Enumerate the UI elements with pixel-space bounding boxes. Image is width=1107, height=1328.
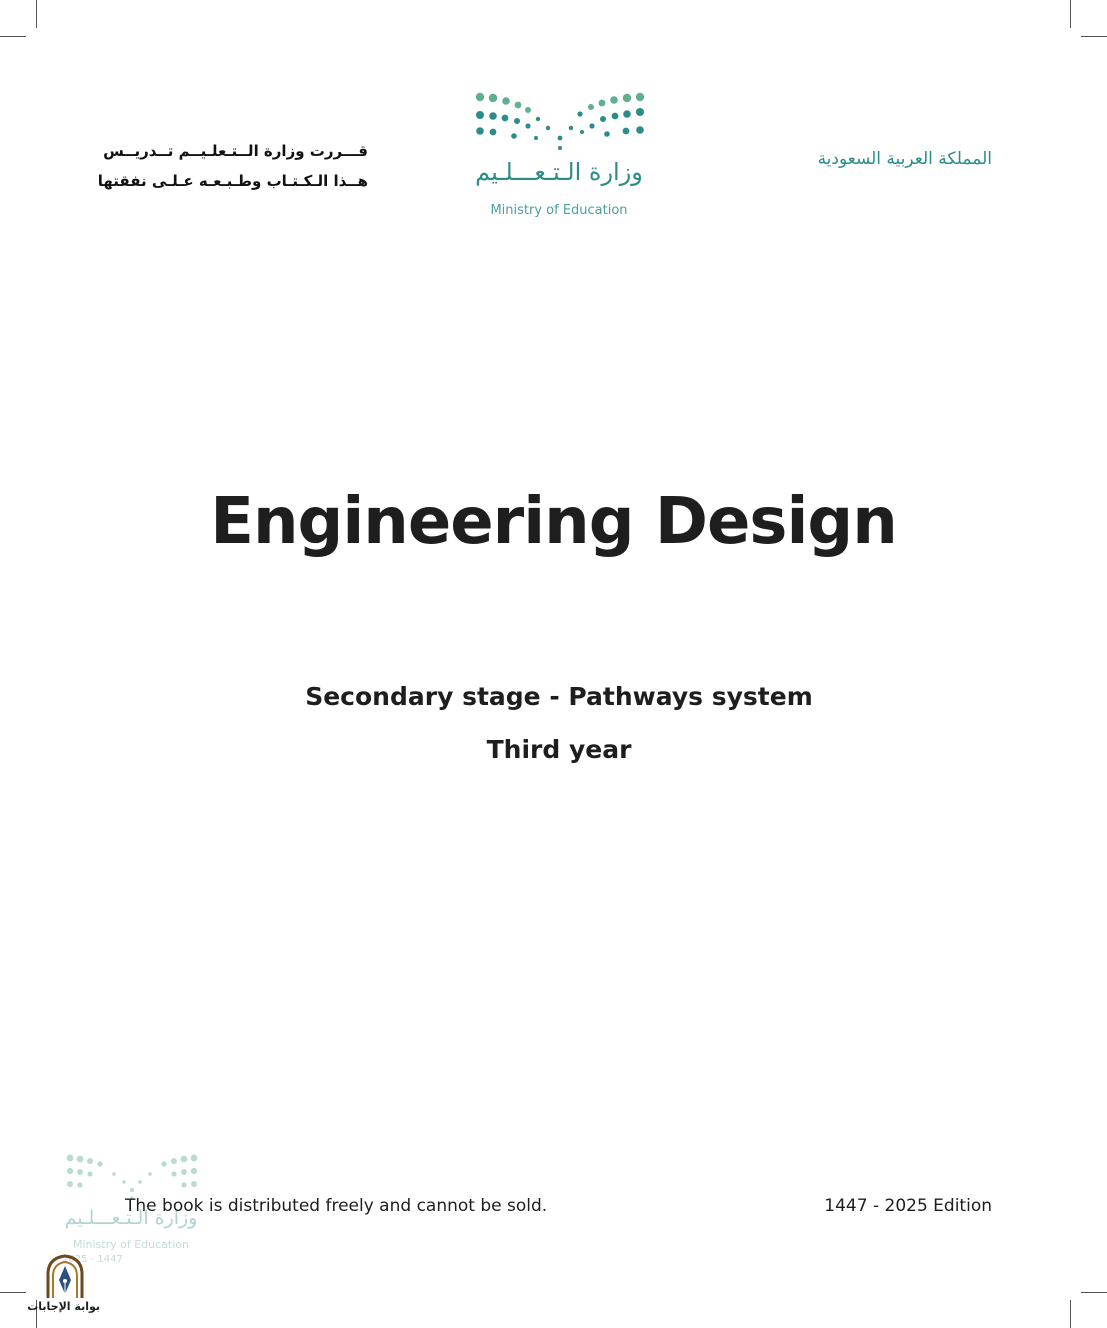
crop-mark-top-right-h	[1081, 36, 1107, 37]
approval-line-1: قـــررت وزارة الــتـعلـيــم تــدريــس	[103, 142, 368, 160]
pen-nib-arch-icon	[30, 1254, 100, 1300]
crop-mark-bottom-left-h	[0, 1292, 26, 1293]
year-subtitle: Third year	[486, 735, 632, 764]
ministry-name-arabic: وزارة الـتـعـــلـيم	[475, 158, 643, 186]
ministry-dots-logo-icon	[470, 90, 650, 152]
edition-label: 1447 - 2025 Edition	[824, 1196, 992, 1216]
crop-mark-bottom-right	[1070, 1300, 1071, 1328]
book-title: Engineering Design	[210, 485, 897, 559]
crop-mark-bottom-right-h	[1081, 1292, 1107, 1293]
stage-subtitle: Secondary stage - Pathways system	[305, 682, 813, 711]
crop-mark-top-left	[36, 0, 37, 28]
ministry-name-english: Ministry of Education	[490, 203, 628, 218]
ministry-logo	[470, 90, 650, 225]
approval-statement	[97, 136, 368, 196]
portal-logo	[27, 1254, 100, 1320]
portal-name: بوابة الإجابات	[27, 1300, 100, 1313]
kingdom-name: المملكة العربية السعودية	[817, 149, 992, 169]
watermark-year: 2025 - 1447	[62, 1254, 123, 1265]
crop-mark-top-right	[1070, 0, 1071, 28]
distribution-note: The book is distributed freely and cannot be sold.	[125, 1196, 548, 1216]
approval-line-2: هــذا الـكـتـاب وطـبـعـه عـلـى نفقتها	[97, 172, 368, 190]
crop-mark-top-left-h	[0, 36, 26, 37]
watermark-dots-icon	[62, 1152, 202, 1202]
watermark-name-arabic: وزارة الـتـعـــلـيم	[64, 1207, 198, 1229]
watermark-name-english: Ministry of Education	[72, 1238, 189, 1251]
